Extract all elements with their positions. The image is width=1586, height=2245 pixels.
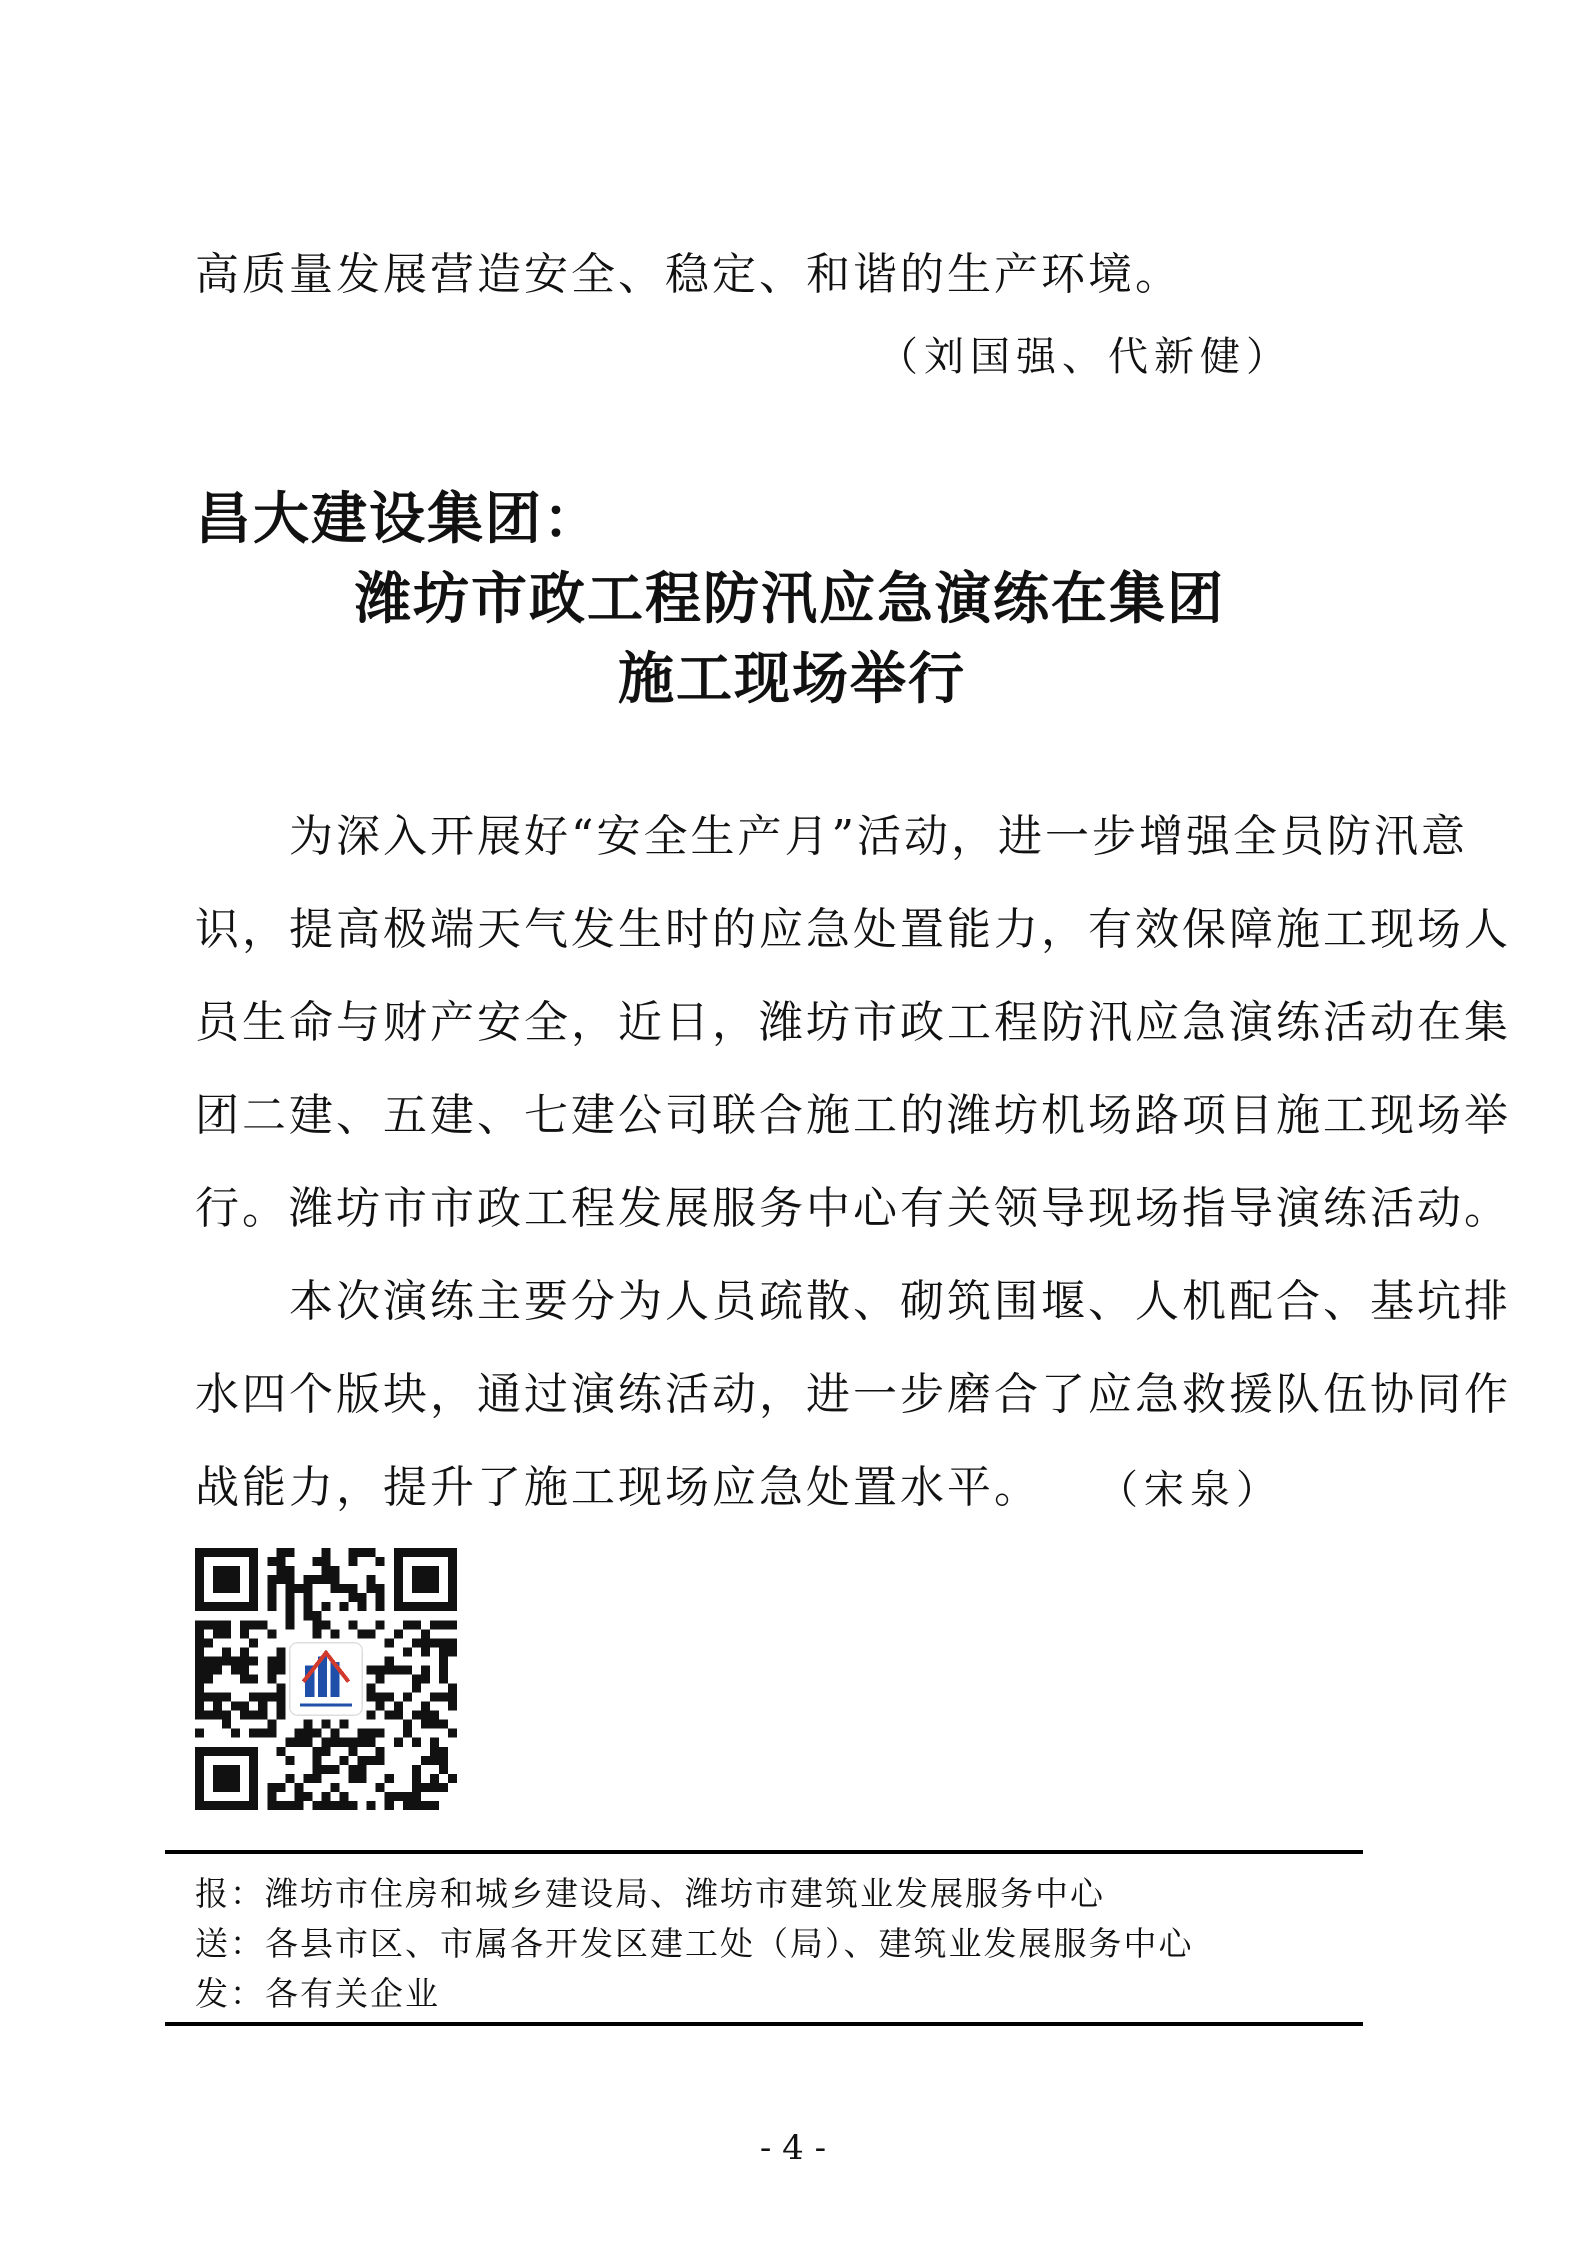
issue-to-line: 发：各有关企业: [195, 1974, 440, 2013]
article2-para1-line: 为深入开展好“安全生产月”活动，进一步增强全员防汛意: [195, 811, 1468, 862]
article2-para1-line: 团二建、五建、七建公司联合施工的潍坊机场路项目施工现场举: [195, 1090, 1511, 1141]
page-number: - 4 -: [759, 2128, 827, 2168]
article2-para2-line: 水四个版块，通过演练活动，进一步磨合了应急救援队伍协同作: [195, 1369, 1511, 1420]
send-to-line: 送：各县市区、市属各开发区建工处（局）、建筑业发展服务中心: [195, 1924, 1194, 1963]
association-logo-icon: [290, 1643, 362, 1715]
article2-para2-line: 战能力，提升了施工现场应急处置水平。: [195, 1462, 1041, 1513]
article2-para1-line: 员生命与财产安全，近日，潍坊市政工程防汛应急演练活动在集: [195, 997, 1511, 1048]
article2-para1-line: 行。潍坊市市政工程发展服务中心有关领导现场指导演练活动。: [195, 1183, 1511, 1234]
qr-code-icon: [195, 1548, 457, 1810]
bottom-rule: [165, 2022, 1363, 2026]
article2-byline: （宋泉）: [1098, 1467, 1282, 1513]
article2-title-line2: 潍坊市政工程防汛应急演练在集团: [355, 567, 1225, 632]
article2-para2-line: 本次演练主要分为人员疏散、砌筑围堰、人机配合、基坑排: [195, 1276, 1511, 1327]
report-to-line: 报：潍坊市住房和城乡建设局、潍坊市建筑业发展服务中心: [195, 1874, 1105, 1913]
article2-para1-line: 识，提高极端天气发生时的应急处置能力，有效保障施工现场人: [195, 904, 1511, 955]
article2-title-line3: 施工现场举行: [618, 647, 966, 712]
top-rule: [165, 1850, 1363, 1854]
article2-title-line1: 昌大建设集团：: [195, 487, 601, 552]
article1-last-line: 高质量发展营造安全、稳定、和谐的生产环境。: [195, 249, 1182, 300]
article1-byline: （刘国强、代新健）: [878, 334, 1292, 380]
